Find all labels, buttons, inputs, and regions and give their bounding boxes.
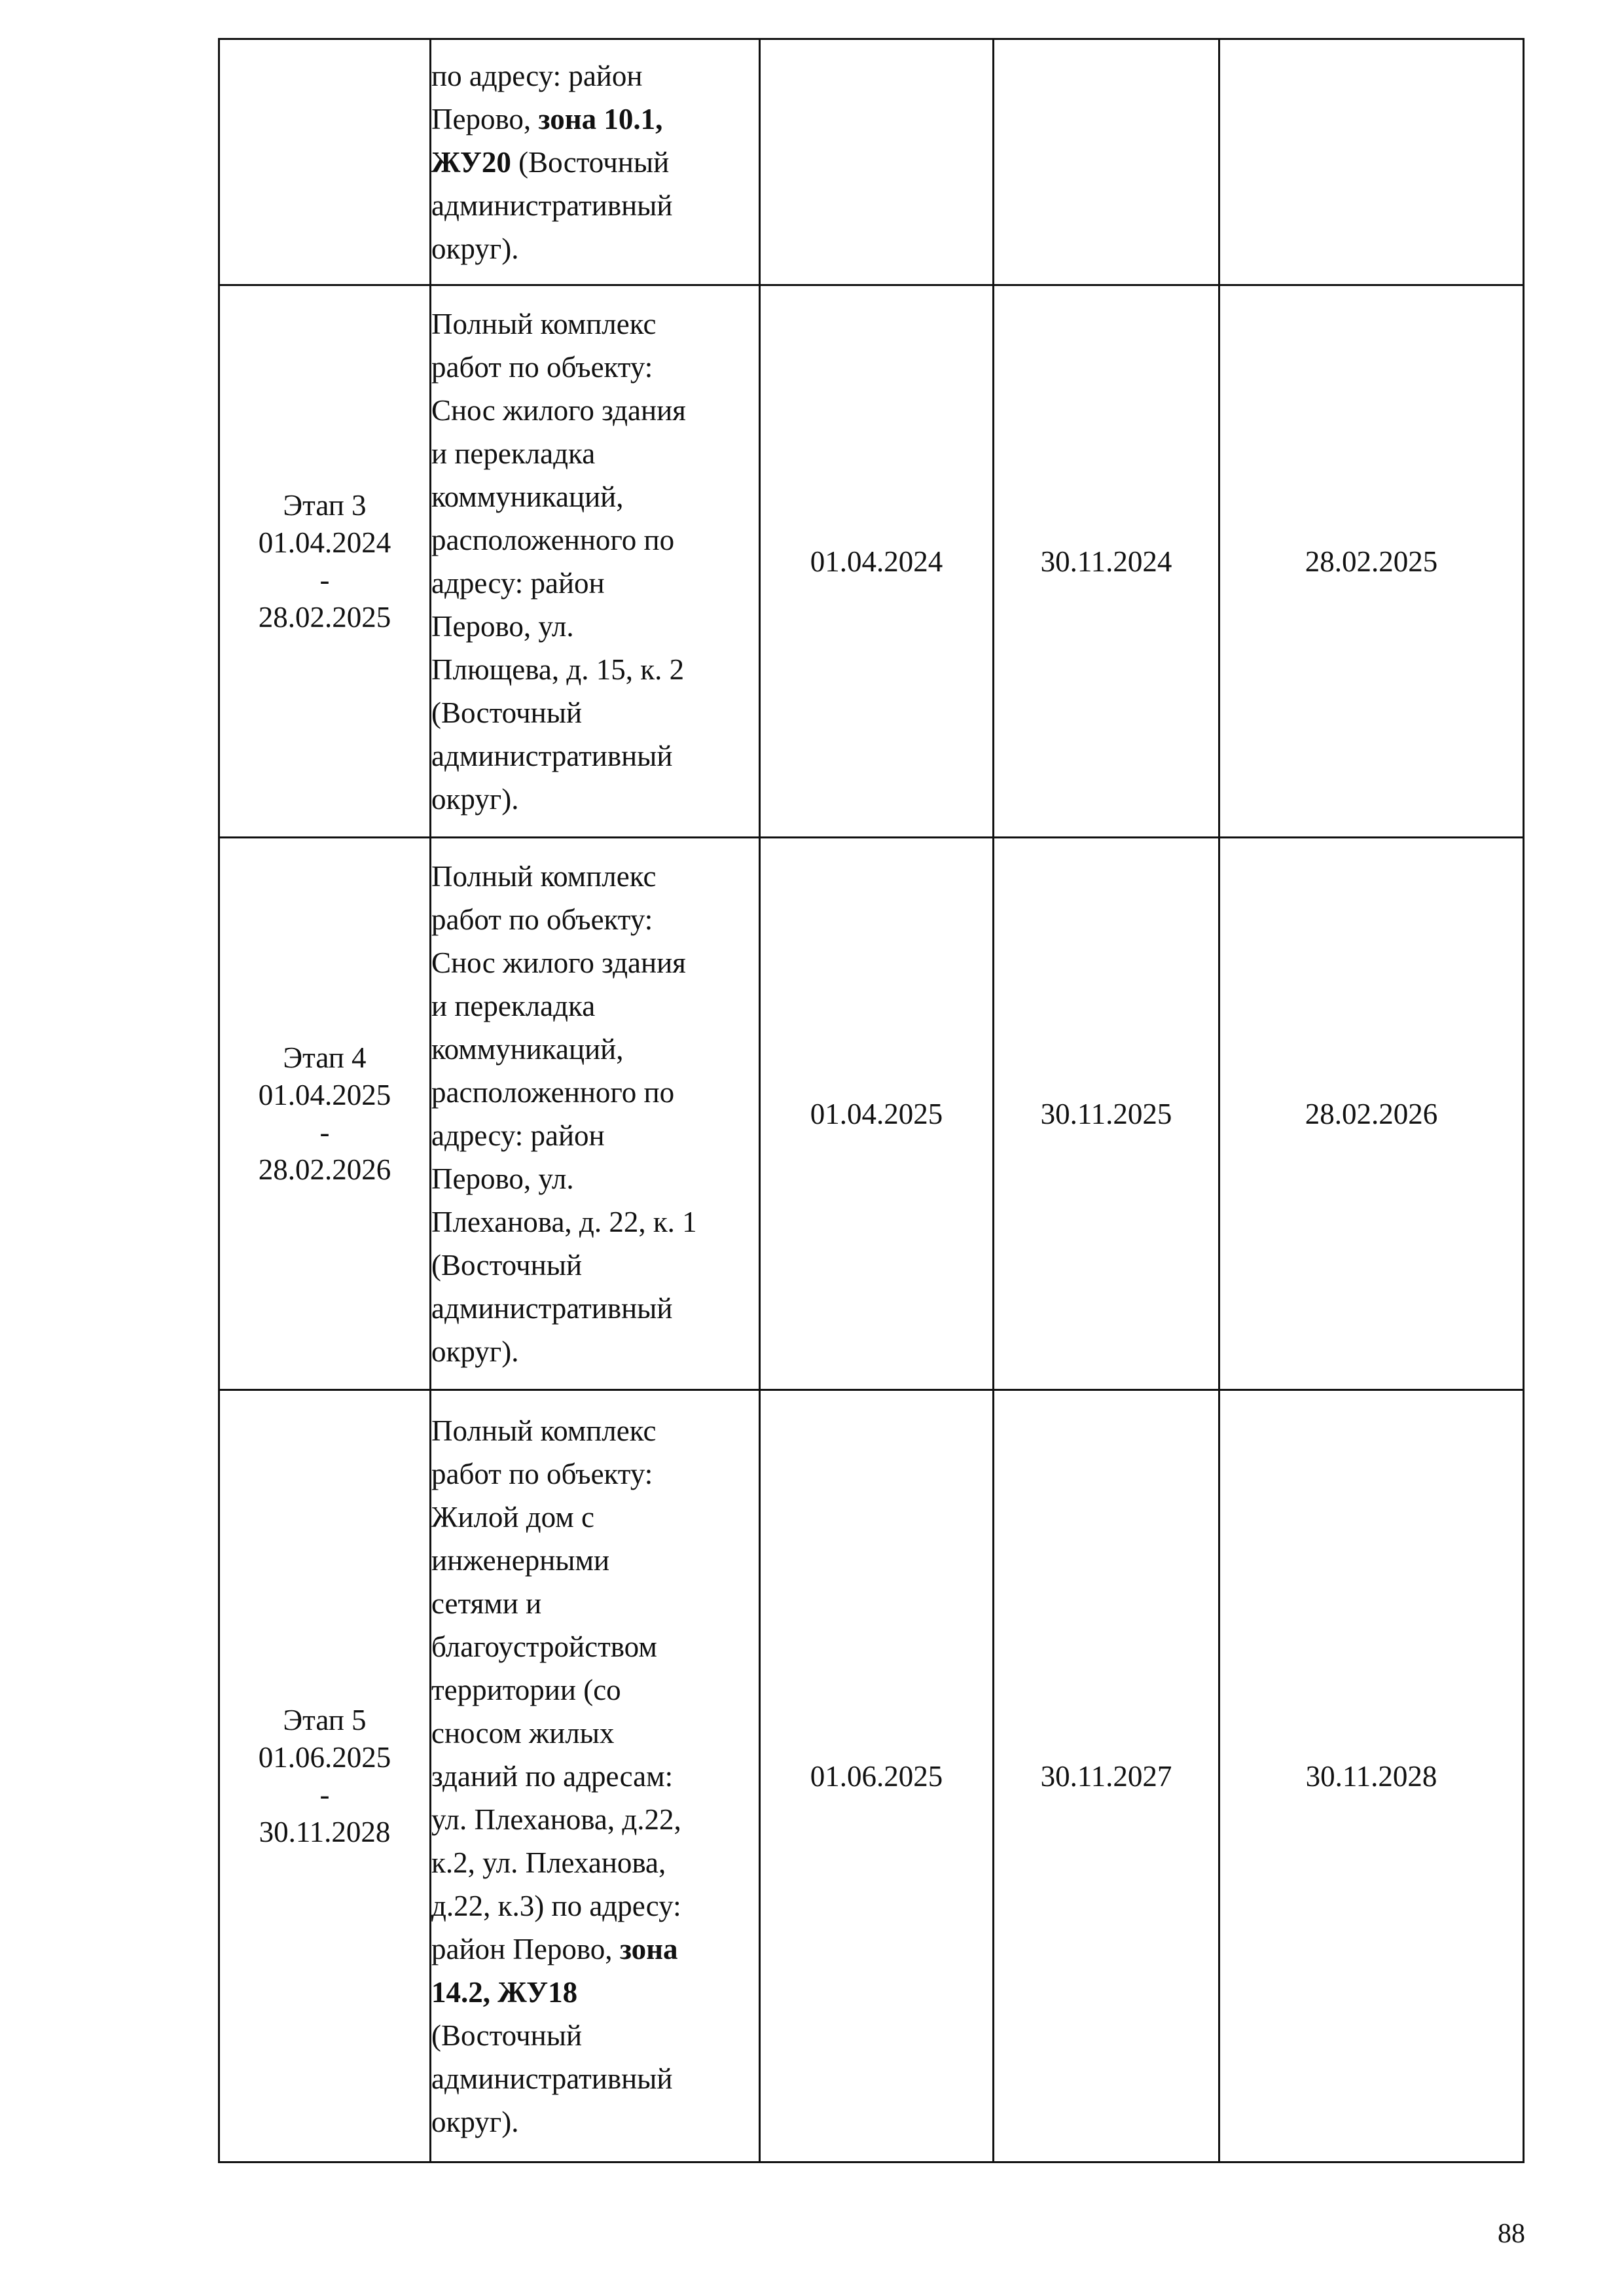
description-text: Полный комплекс работ по объекту: Снос жилого здания и перекладка коммуникаций, расположенного по адресу: район Перово, ул. Плеханова, д. 22, к. 1 (Восточный административный округ). xyxy=(431,859,697,1368)
stage-label-line: Этап 4 xyxy=(283,1041,367,1074)
stage-label-line: - xyxy=(319,1115,330,1149)
start-date-cell: 01.04.2025 xyxy=(760,838,994,1390)
start-date-cell xyxy=(760,39,994,285)
completion-date-cell xyxy=(994,39,1219,285)
description-cell xyxy=(431,1390,760,2162)
description-bold-text: зона xyxy=(619,1932,678,1965)
final-date-cell: 28.02.2026 xyxy=(1219,838,1524,1390)
start-date-cell: 01.04.2024 xyxy=(760,285,994,838)
stage-label-line: 30.11.2028 xyxy=(259,1815,391,1848)
table-row xyxy=(219,39,1524,285)
description-text: (Восточный административный округ). xyxy=(431,2018,673,2138)
description-cell xyxy=(431,838,760,1390)
description-text: (Восточный административный округ). xyxy=(431,145,673,265)
description-bold-text: зона 10.1, xyxy=(538,102,663,135)
table-row xyxy=(219,838,1524,1390)
description-cell xyxy=(431,285,760,838)
stage-label-line: - xyxy=(319,563,330,596)
stage-cell xyxy=(219,39,431,285)
description-text: по адресу: район xyxy=(431,59,643,92)
final-date-cell: 28.02.2025 xyxy=(1219,285,1524,838)
stage-cell xyxy=(219,838,431,1390)
stage-label-line: 01.04.2024 xyxy=(258,526,391,559)
completion-date-cell: 30.11.2025 xyxy=(994,838,1219,1390)
table-row xyxy=(219,1390,1524,2162)
stage-label-line: 01.04.2025 xyxy=(258,1078,391,1111)
stage-label-line: Этап 5 xyxy=(283,1703,367,1736)
final-date-cell: 30.11.2028 xyxy=(1219,1390,1524,2162)
description-cell xyxy=(431,39,760,285)
completion-date-cell: 30.11.2027 xyxy=(994,1390,1219,2162)
table-row xyxy=(219,285,1524,838)
description-bold-text: ЖУ20 xyxy=(431,145,511,179)
schedule-table xyxy=(218,38,1525,2163)
stage-label-line: Этап 3 xyxy=(283,488,367,522)
stage-label-line: - xyxy=(319,1778,330,1811)
stage-cell xyxy=(219,1390,431,2162)
completion-date-cell: 30.11.2024 xyxy=(994,285,1219,838)
description-bold-text: 14.2, ЖУ18 xyxy=(431,1975,578,2009)
stage-label-line: 28.02.2026 xyxy=(258,1153,391,1186)
stage-label-line: 01.06.2025 xyxy=(258,1740,391,1774)
page-number: 88 xyxy=(1498,2219,1525,2249)
stage-label-line: 28.02.2025 xyxy=(258,600,391,634)
final-date-cell xyxy=(1219,39,1524,285)
stage-cell xyxy=(219,285,431,838)
description-text: Перово, xyxy=(431,102,539,135)
description-text: Полный комплекс работ по объекту: Жилой дом с инженерными сетями и благоустройством территории (со сносом жилых зданий по адресам: ул. Плеханова, д.22, к.2, ул. Плеханова, д.22, к.3) по адресу: район Перово, xyxy=(431,1414,681,1965)
start-date-cell: 01.06.2025 xyxy=(760,1390,994,2162)
description-text: Полный комплекс работ по объекту: Снос жилого здания и перекладка коммуникаций, расположенного по адресу: район Перово, ул. Плющева, д. 15, к. 2 (Восточный административный округ). xyxy=(431,307,686,816)
